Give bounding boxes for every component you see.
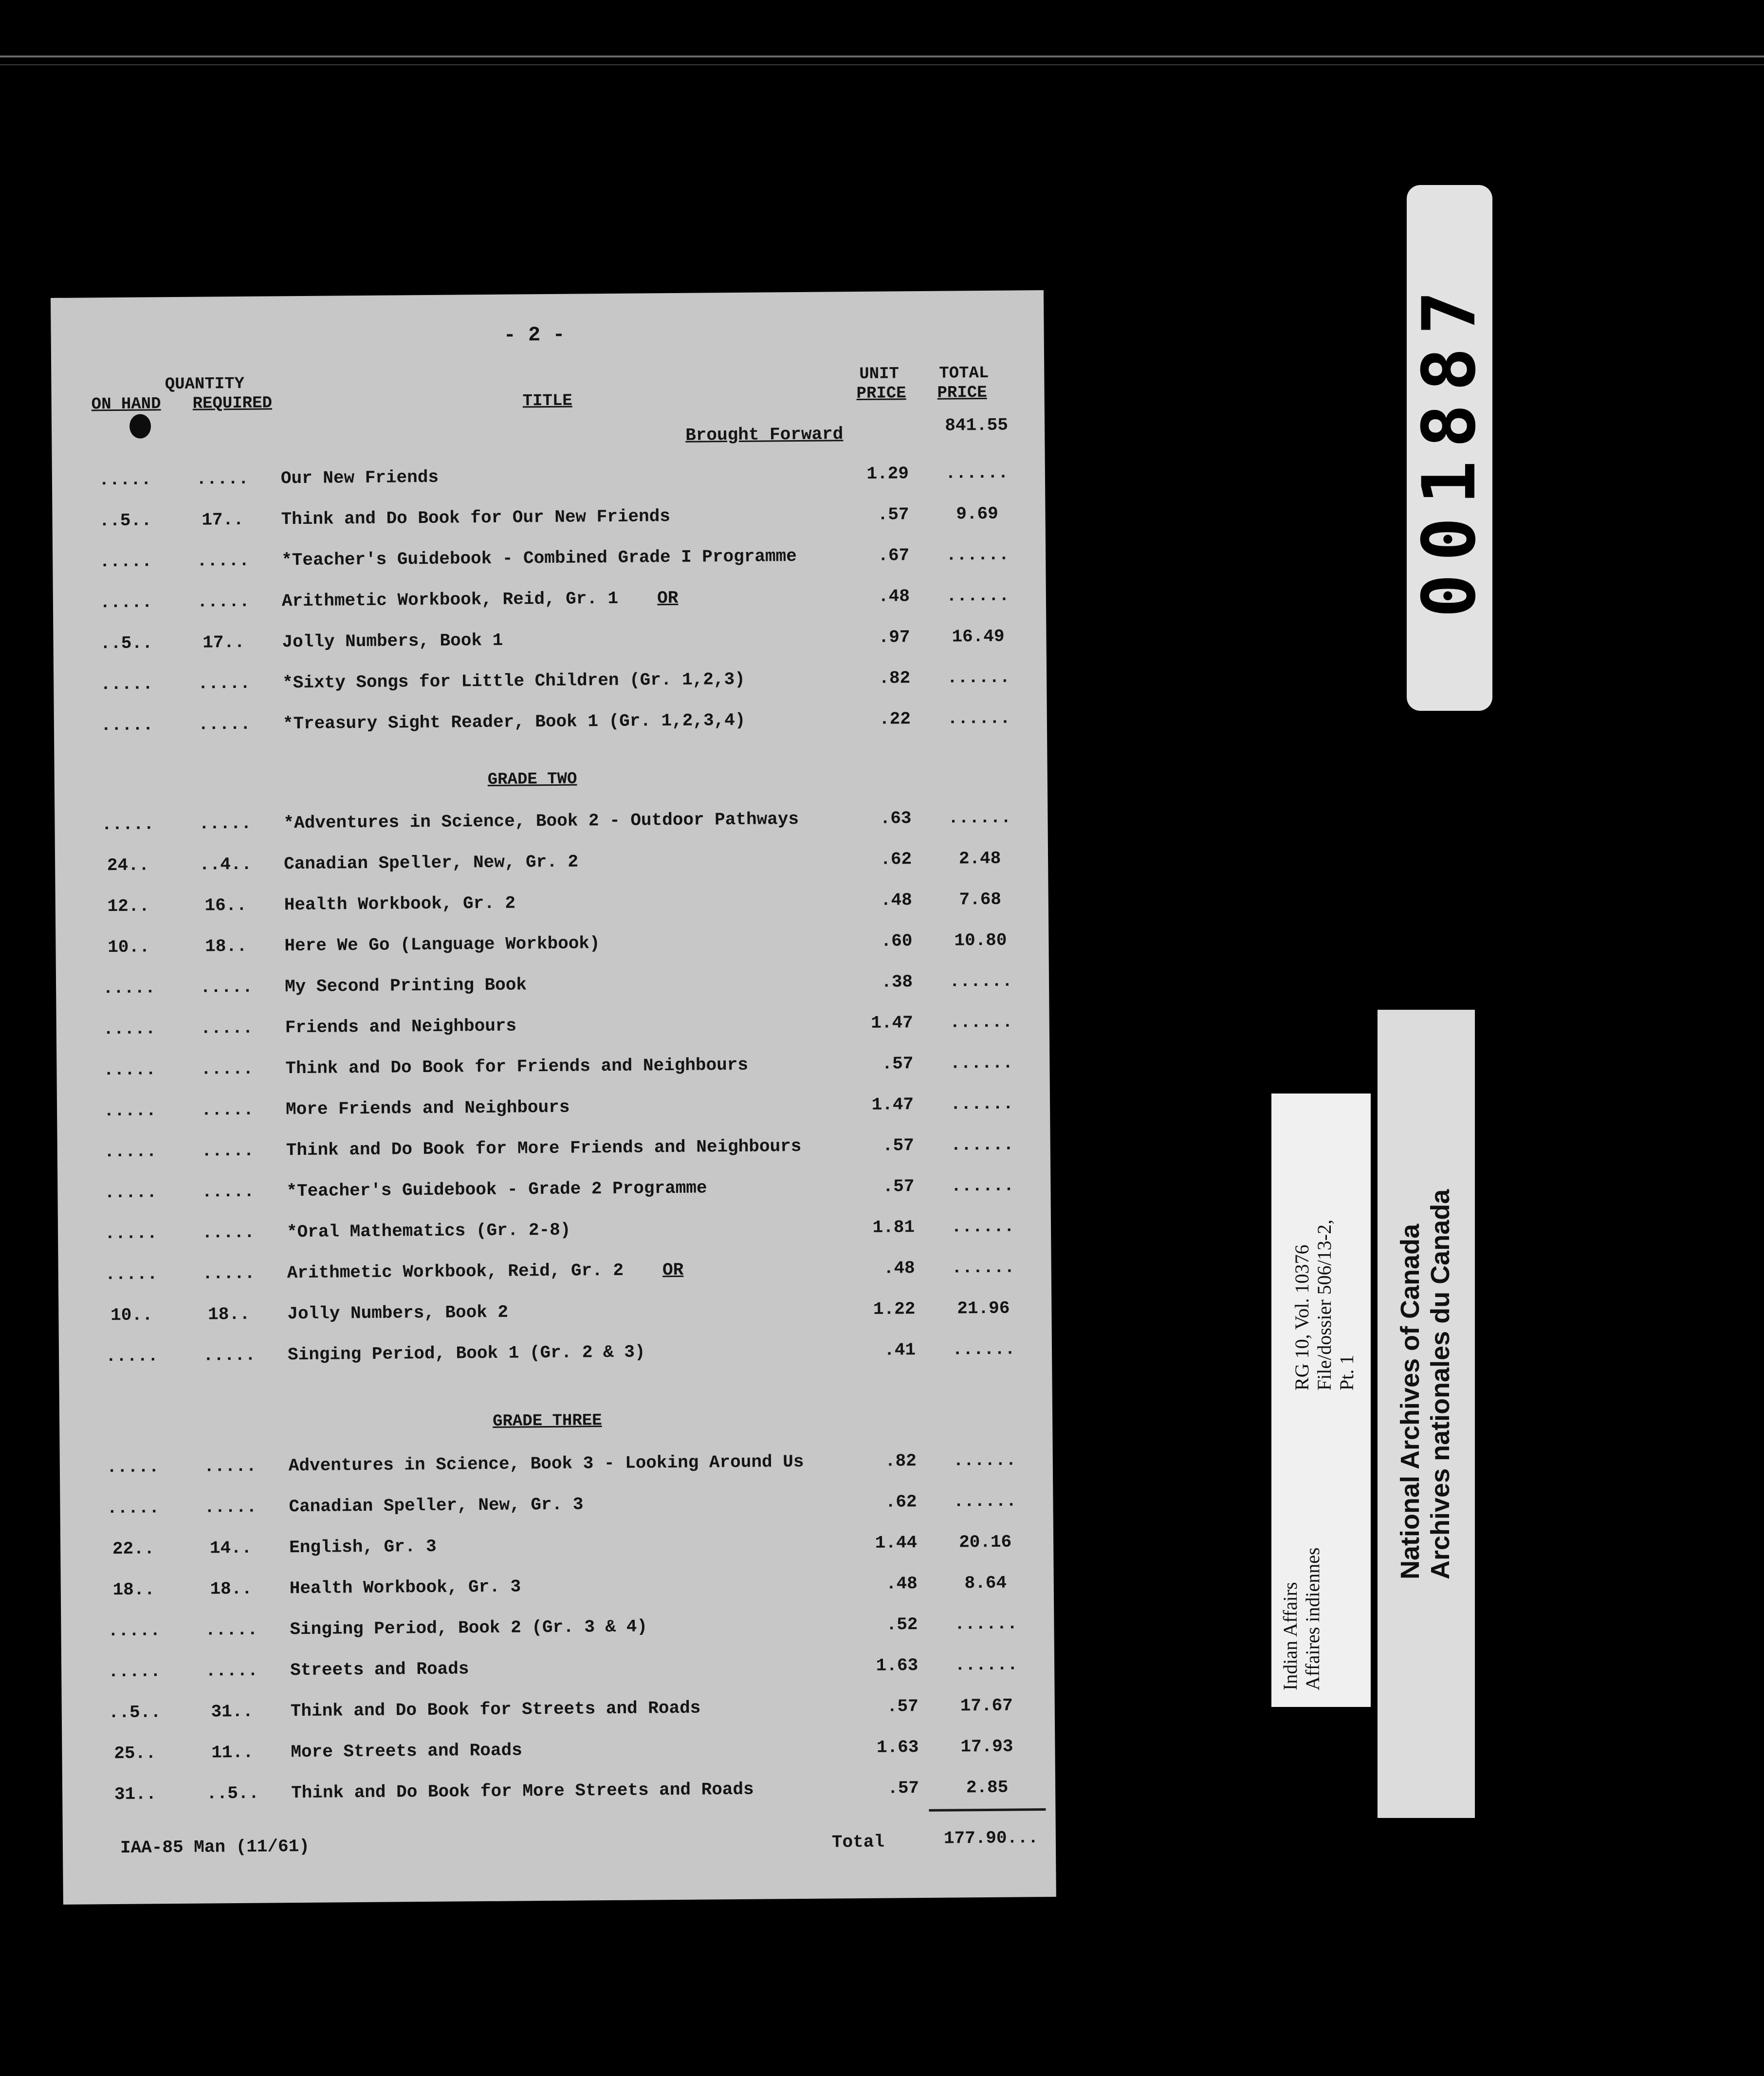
book-title: Singing Period, Book 2 (Gr. 3 & 4) [290, 1616, 648, 1640]
total-price: 2.85 [966, 1777, 1009, 1798]
book-row [53, 544, 1046, 581]
book-title: Think and Do Book for More Streets and Roads [291, 1779, 754, 1803]
unit-price: .82 [884, 1451, 917, 1471]
book-title-text: Arithmetic Workbook, Reid, Gr. 1 [281, 588, 619, 612]
required-qty: ..... [200, 1018, 253, 1038]
required-qty: ..... [202, 1345, 256, 1366]
total-price: 17.67 [960, 1695, 1013, 1716]
book-title: Adventures in Science, Book 3 - Looking Around Us [288, 1451, 804, 1476]
book-row [60, 1491, 1053, 1528]
book-title [287, 1260, 684, 1283]
total-price: ...... [951, 1175, 1014, 1196]
required-qty: ..... [205, 1619, 258, 1640]
unit-price: .60 [881, 931, 913, 951]
book-row [61, 1654, 1054, 1691]
total-price: 16.49 [952, 626, 1005, 647]
book-row [60, 1532, 1053, 1569]
book-title: Think and Do Book for More Friends and Neighbours [286, 1136, 802, 1161]
on-hand-qty: ..... [98, 469, 152, 490]
book-title: English, Gr. 3 [289, 1536, 437, 1558]
archive-name-en: National Archives of Canada [1396, 1223, 1425, 1579]
unit-price: .97 [878, 627, 910, 648]
unit-price: .48 [878, 586, 910, 607]
unit-price: .57 [882, 1176, 915, 1197]
book-title [282, 588, 679, 611]
department-fr: Affaires indiennes [1302, 1547, 1323, 1690]
book-row [57, 1094, 1050, 1131]
on-hand-qty: ..... [100, 715, 154, 736]
on-hand-header: ON HAND [91, 395, 161, 414]
or-marker: OR [657, 588, 679, 609]
required-qty: ..... [198, 673, 251, 694]
on-hand-qty: ..... [106, 1457, 160, 1478]
book-title: *Treasury Sight Reader, Book 1 (Gr. 1,2,3,4) [282, 710, 746, 734]
book-title: More Friends and Neighbours [285, 1097, 570, 1120]
required-qty: 18.. [205, 936, 247, 957]
book-row [62, 1695, 1055, 1732]
on-hand-qty: ..... [103, 1100, 157, 1121]
on-hand-qty: ..5.. [100, 633, 153, 654]
book-row [54, 708, 1047, 745]
department-en: Indian Affairs [1279, 1582, 1301, 1690]
grade-two-heading: GRADE TWO [487, 770, 577, 789]
required-qty: ..... [205, 1660, 258, 1681]
book-title: Streets and Roads [290, 1659, 469, 1681]
book-row [62, 1736, 1055, 1773]
on-hand-qty: 12.. [107, 896, 150, 917]
unit-price: .67 [878, 545, 910, 566]
total-value: 177.90... [943, 1828, 1039, 1849]
book-title: Singing Period, Book 1 (Gr. 2 & 3) [287, 1342, 645, 1365]
page-number: - 2 - [503, 323, 565, 347]
book-title: Jolly Numbers, Book 2 [287, 1302, 509, 1324]
total-price: ...... [948, 807, 1011, 828]
required-qty: ..... [204, 1497, 257, 1518]
required-qty: ..... [201, 1058, 254, 1079]
unit-price: .57 [882, 1054, 914, 1074]
brought-forward-label: Brought Forward [685, 424, 844, 445]
total-price: ...... [950, 1094, 1014, 1114]
unit-price: .62 [880, 849, 912, 870]
book-row [56, 1012, 1049, 1049]
on-hand-qty: ..... [101, 814, 154, 835]
unit-price: .22 [879, 709, 911, 729]
file-part: Pt. 1 [1336, 1354, 1358, 1390]
on-hand-qty: 10.. [108, 937, 150, 958]
book-row [55, 889, 1048, 926]
total-price: ...... [946, 585, 1010, 606]
on-hand-qty: 31.. [114, 1784, 157, 1805]
required-qty: ..... [199, 813, 252, 834]
unit-price: 1.81 [872, 1217, 915, 1238]
form-code: IAA-85 Man (11/61) [120, 1836, 310, 1858]
required-qty: 18.. [210, 1578, 253, 1599]
unit-price: .57 [877, 504, 909, 525]
required-qty: ..... [200, 977, 253, 998]
book-row [53, 626, 1046, 663]
total-price: ...... [953, 1450, 1016, 1471]
on-hand-qty: ..... [108, 1620, 161, 1641]
book-row [52, 463, 1045, 500]
on-hand-qty: ..5.. [99, 510, 152, 531]
book-row [57, 1134, 1050, 1171]
on-hand-qty: ..... [100, 674, 153, 695]
required-qty: ..... [197, 591, 250, 612]
book-title: Health Workbook, Gr. 3 [289, 1576, 521, 1599]
book-title: Health Workbook, Gr. 2 [284, 893, 516, 915]
book-title: Our New Friends [280, 467, 439, 489]
on-hand-qty: ..5.. [108, 1702, 161, 1723]
book-row [53, 585, 1046, 622]
unit-price: 1.22 [873, 1299, 916, 1319]
total-price: ...... [952, 1339, 1015, 1360]
total-price: ...... [945, 463, 1009, 483]
book-title-text: Arithmetic Workbook, Reid, Gr. 2 [287, 1260, 624, 1283]
book-row [58, 1257, 1051, 1294]
required-qty: 16.. [204, 895, 247, 916]
on-hand-qty: ..... [104, 1141, 157, 1162]
on-hand-qty: ..... [103, 1019, 156, 1039]
total-price: ...... [949, 971, 1013, 992]
total-price: ...... [954, 1613, 1018, 1634]
brought-forward-amount: 841.55 [945, 415, 1009, 436]
unit-price: 1.63 [876, 1655, 919, 1676]
on-hand-qty: ..... [105, 1346, 159, 1367]
required-qty: ..... [196, 468, 249, 489]
on-hand-qty: ..... [103, 1059, 156, 1080]
required-qty: ..... [203, 1456, 257, 1477]
total-price-header-line2: PRICE [937, 383, 987, 403]
required-qty: ..... [202, 1222, 255, 1243]
unit-price: .48 [883, 1258, 915, 1279]
book-row [58, 1216, 1051, 1253]
required-qty: 31.. [211, 1701, 254, 1722]
unit-price: .48 [885, 1574, 918, 1594]
unit-price: 1.47 [871, 1094, 914, 1115]
required-qty: 18.. [208, 1304, 250, 1325]
required-header: REQUIRED [192, 394, 273, 413]
book-title: Canadian Speller, New, Gr. 2 [283, 852, 579, 874]
book-title: Think and Do Book for Our New Friends [281, 506, 671, 530]
file-reference-label [1271, 1094, 1371, 1707]
on-hand-qty: 24.. [107, 855, 149, 876]
book-row [59, 1339, 1052, 1376]
total-price: 9.69 [956, 503, 998, 524]
required-qty: 17.. [202, 509, 244, 530]
unit-price-header-line1: UNIT [859, 365, 900, 384]
unit-price: .82 [879, 668, 911, 688]
unit-price: .63 [880, 808, 912, 829]
unit-price: .57 [882, 1135, 914, 1156]
quantity-header: QUANTITY [165, 374, 245, 394]
unit-price: .41 [884, 1340, 916, 1360]
book-title: Jolly Numbers, Book 1 [282, 630, 503, 652]
required-qty: ..... [197, 550, 250, 571]
book-row [61, 1613, 1054, 1650]
total-price: ...... [953, 1491, 1017, 1512]
grade-three-heading: GRADE THREE [493, 1411, 602, 1431]
unit-price: 1.29 [866, 463, 909, 484]
file-number: File/dossier 506/13-2, [1313, 1219, 1335, 1390]
total-rule [929, 1808, 1046, 1812]
total-price: 17.93 [960, 1736, 1013, 1757]
book-row [52, 503, 1045, 540]
archive-name-fr: Archives nationales du Canada [1426, 1189, 1455, 1579]
on-hand-qty: 22.. [112, 1538, 155, 1559]
required-qty: ..... [202, 1263, 255, 1284]
on-hand-qty: 18.. [112, 1579, 155, 1600]
book-title: *Teacher's Guidebook - Combined Grade I Programme [281, 546, 797, 571]
required-qty: ..... [201, 1140, 254, 1161]
unit-price: .57 [887, 1778, 919, 1798]
total-price: ...... [950, 1053, 1013, 1074]
unit-price: 1.47 [871, 1013, 913, 1033]
book-title: Think and Do Book for Streets and Roads [290, 1698, 701, 1722]
book-row [60, 1450, 1053, 1487]
book-row [62, 1777, 1055, 1814]
book-title: My Second Printing Book [284, 975, 527, 997]
required-qty: ..... [202, 1181, 255, 1202]
book-title: *Oral Mathematics (Gr. 2-8) [286, 1220, 571, 1242]
unit-price: .48 [880, 890, 912, 910]
book-row [54, 667, 1047, 704]
unit-price-header-line2: PRICE [856, 384, 906, 404]
book-title: More Streets and Roads [291, 1740, 522, 1762]
total-price: 20.16 [958, 1532, 1012, 1553]
on-hand-qty: ..... [107, 1498, 160, 1519]
ink-blot [129, 414, 151, 438]
on-hand-qty: ..... [104, 1223, 158, 1244]
total-price: 21.96 [957, 1298, 1010, 1319]
frame-number: 001887 [1407, 278, 1492, 618]
book-row [55, 848, 1048, 885]
book-row [56, 1053, 1049, 1090]
on-hand-qty: ..... [102, 978, 156, 999]
order-form-page [51, 290, 1056, 1905]
required-qty: ..... [198, 714, 251, 735]
scan-edge-line [0, 64, 1764, 65]
on-hand-qty: 10.. [110, 1305, 153, 1326]
title-header: TITLE [522, 391, 572, 411]
total-price: ...... [951, 1216, 1015, 1237]
required-qty: ..5.. [206, 1783, 259, 1804]
total-price: ...... [950, 1134, 1014, 1155]
record-group: RG 10, Vol. 10376 [1291, 1244, 1313, 1390]
book-title: *Sixty Songs for Little Children (Gr. 1,2,3) [282, 669, 745, 693]
total-price: 10.80 [954, 930, 1007, 951]
on-hand-qty: ..... [104, 1182, 157, 1203]
on-hand-qty: 25.. [114, 1743, 156, 1764]
or-marker: OR [662, 1260, 684, 1280]
file-reference-text [1291, 1220, 1358, 1390]
book-title: *Teacher's Guidebook - Grade 2 Programme [286, 1178, 707, 1202]
unit-price: .62 [885, 1492, 917, 1512]
unit-price: 1.63 [876, 1737, 919, 1758]
on-hand-qty: ..... [99, 551, 152, 572]
book-row [61, 1573, 1054, 1610]
book-title: *Adventures in Science, Book 2 - Outdoor Pathways [283, 809, 799, 834]
total-price: 7.68 [959, 889, 1002, 910]
book-title: Friends and Neighbours [285, 1016, 517, 1038]
required-qty: ..... [201, 1099, 254, 1120]
total-price: 8.64 [964, 1573, 1007, 1594]
total-price: ...... [951, 1257, 1015, 1278]
total-price: ...... [947, 667, 1011, 688]
book-row [58, 1298, 1051, 1335]
book-title: Here We Go (Language Workbook) [284, 933, 600, 956]
required-qty: 17.. [202, 632, 245, 653]
total-price-header-line1: TOTAL [939, 364, 989, 383]
required-qty: 14.. [209, 1538, 252, 1558]
total-price: 2.48 [958, 848, 1001, 869]
total-price: ...... [955, 1654, 1018, 1675]
required-qty: ..4.. [199, 854, 252, 875]
unit-price: .57 [886, 1696, 919, 1717]
archive-name [1395, 1189, 1455, 1579]
on-hand-qty: ..... [105, 1264, 158, 1285]
total-label: Total [831, 1832, 885, 1853]
frame-number-strip [1407, 185, 1492, 711]
unit-price: .38 [881, 972, 913, 992]
book-row [55, 807, 1047, 844]
on-hand-qty: ..... [99, 592, 153, 613]
book-title: Canadian Speller, New, Gr. 3 [289, 1494, 584, 1517]
book-row [57, 1175, 1050, 1212]
department-text [1279, 1547, 1324, 1690]
total-price: ...... [947, 708, 1011, 729]
book-row [55, 930, 1048, 967]
total-price: ...... [949, 1012, 1013, 1033]
book-row [56, 971, 1049, 1008]
archive-label [1378, 1010, 1475, 1818]
book-title: Think and Do Book for Friends and Neighbours [285, 1055, 749, 1079]
on-hand-qty: ..... [108, 1661, 161, 1682]
required-qty: 11.. [211, 1742, 254, 1763]
total-price: ...... [946, 544, 1010, 565]
unit-price: .52 [886, 1614, 918, 1635]
unit-price: 1.44 [875, 1533, 918, 1553]
scan-edge-line [0, 56, 1764, 57]
